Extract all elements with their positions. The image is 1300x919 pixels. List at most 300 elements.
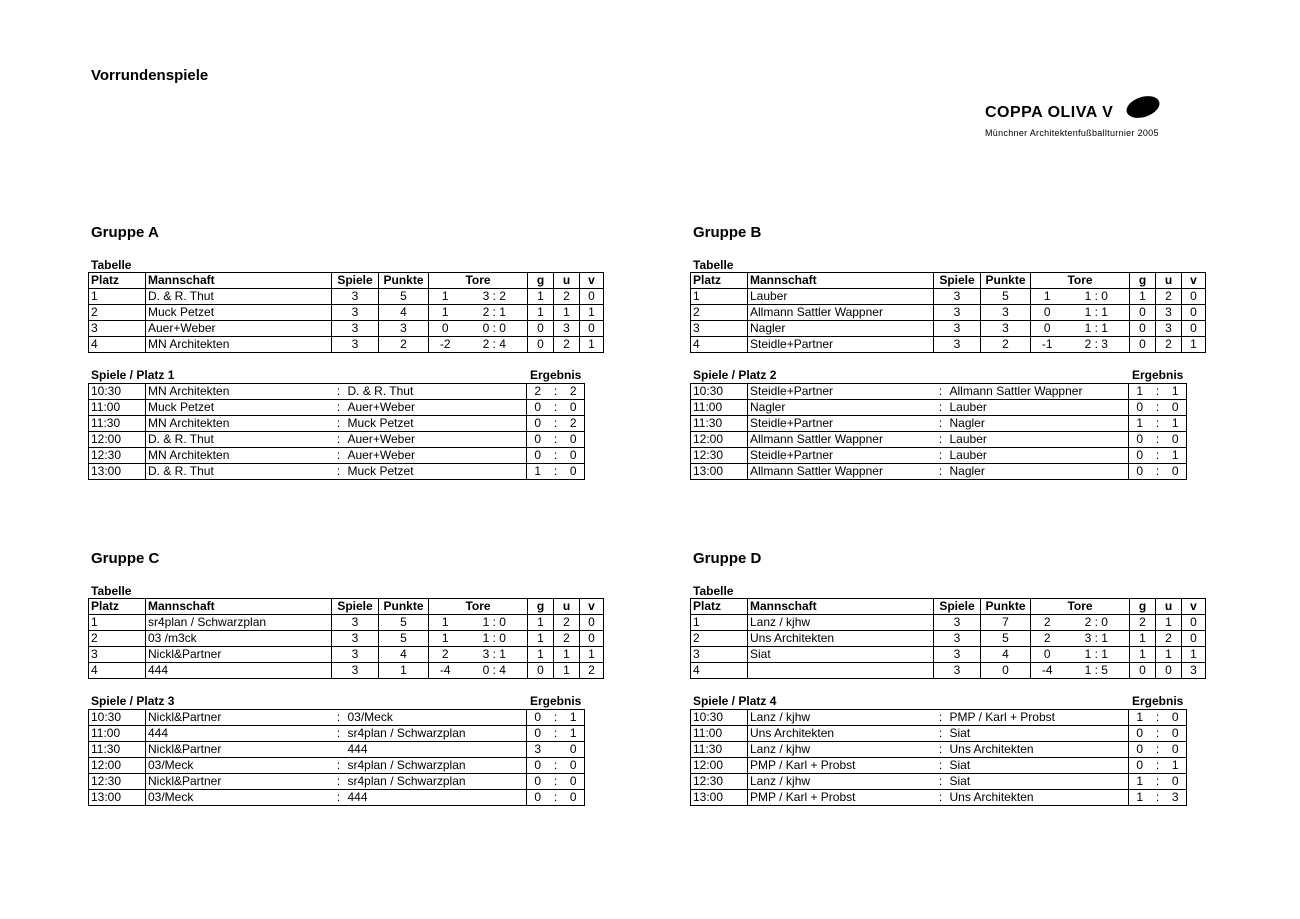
game-away-team: sr4plan / Schwarzplan — [346, 758, 527, 774]
game-home-score: 1 — [1129, 384, 1151, 400]
col-mannschaft: Mannschaft — [748, 599, 934, 615]
game-home-team: MN Architekten — [146, 384, 332, 400]
game-home-team: Nagler — [748, 400, 934, 416]
platz-cell: 2 — [89, 631, 146, 647]
ergebnis-label: Ergebnis — [1132, 368, 1184, 382]
game-vs-separator: : — [934, 416, 948, 432]
game-away-score: 0 — [1165, 726, 1187, 742]
game-home-team: 444 — [146, 726, 332, 742]
game-away-team: 444 — [346, 790, 527, 806]
game-away-score: 0 — [1165, 400, 1187, 416]
g-cell: 0 — [1130, 305, 1156, 321]
game-away-score: 2 — [563, 384, 585, 400]
tore-cell: 1 : 1 — [1064, 647, 1130, 663]
game-score-separator: : — [549, 758, 563, 774]
spiele-cell: 3 — [934, 631, 981, 647]
team-cell: MN Architekten — [146, 337, 332, 353]
game-away-team: PMP / Karl + Probst — [948, 710, 1129, 726]
tore-cell: 1 : 1 — [1064, 305, 1130, 321]
game-score-separator: : — [1151, 400, 1165, 416]
game-away-score: 0 — [563, 790, 585, 806]
game-away-score: 0 — [563, 464, 585, 480]
col-platz: Platz — [691, 599, 748, 615]
g-cell: 1 — [528, 289, 554, 305]
game-away-score: 0 — [1165, 742, 1187, 758]
game-away-team: Siat — [948, 774, 1129, 790]
games-title: Spiele / Platz 4 — [693, 694, 777, 708]
standings-row — [89, 305, 604, 321]
game-time: 11:30 — [89, 742, 146, 758]
game-home-score: 1 — [1129, 710, 1151, 726]
game-away-score: 3 — [1165, 790, 1187, 806]
games-table — [88, 709, 585, 806]
game-away-team: Siat — [948, 758, 1129, 774]
group-title: Gruppe D — [693, 550, 762, 567]
tore-cell: 3 : 1 — [1064, 631, 1130, 647]
game-home-team: MN Architekten — [146, 416, 332, 432]
game-vs-separator: : — [934, 448, 948, 464]
g-cell: 1 — [1130, 647, 1156, 663]
game-away-score: 0 — [1165, 432, 1187, 448]
v-cell: 1 — [580, 647, 604, 663]
game-time: 13:00 — [691, 790, 748, 806]
u-cell: 2 — [1156, 337, 1182, 353]
game-home-team: Allmann Sattler Wappner — [748, 464, 934, 480]
standings-header-row — [691, 599, 1206, 615]
game-vs-separator: : — [332, 400, 346, 416]
tabelle-label: Tabelle — [693, 258, 734, 272]
game-vs-separator: : — [332, 432, 346, 448]
v-cell: 0 — [580, 631, 604, 647]
standings-row — [89, 615, 604, 631]
col-g: g — [1130, 599, 1156, 615]
u-cell: 1 — [554, 305, 580, 321]
team-cell: 03 /m3ck — [146, 631, 332, 647]
game-home-score: 0 — [527, 726, 549, 742]
game-row — [89, 448, 585, 464]
game-row — [89, 742, 585, 758]
col-spiele: Spiele — [332, 273, 379, 289]
punkte-cell: 5 — [981, 631, 1031, 647]
game-away-team: sr4plan / Schwarzplan — [346, 774, 527, 790]
game-time: 12:30 — [691, 448, 748, 464]
games-title: Spiele / Platz 1 — [91, 368, 175, 382]
spiele-cell: 3 — [934, 663, 981, 679]
game-vs-separator: : — [934, 384, 948, 400]
group-title: Gruppe A — [91, 224, 159, 241]
game-away-score: 0 — [563, 774, 585, 790]
game-away-team: Lauber — [948, 400, 1129, 416]
u-cell: 2 — [1156, 289, 1182, 305]
game-home-score: 0 — [527, 790, 549, 806]
game-time: 12:00 — [691, 758, 748, 774]
game-score-separator: : — [1151, 774, 1165, 790]
game-row — [691, 416, 1187, 432]
game-score-separator: : — [549, 432, 563, 448]
tore-cell: 1 : 0 — [462, 615, 528, 631]
page-title: Vorrundenspiele — [91, 67, 209, 84]
game-away-score: 0 — [563, 400, 585, 416]
col-mannschaft: Mannschaft — [748, 273, 934, 289]
standings-row — [691, 615, 1206, 631]
g-cell: 0 — [1130, 663, 1156, 679]
g-cell: 1 — [528, 631, 554, 647]
platz-cell: 4 — [691, 663, 748, 679]
game-away-team: sr4plan / Schwarzplan — [346, 726, 527, 742]
game-vs-separator: : — [934, 774, 948, 790]
game-home-team: 03/Meck — [146, 758, 332, 774]
v-cell: 0 — [580, 321, 604, 337]
g-cell: 1 — [528, 305, 554, 321]
standings-row — [691, 631, 1206, 647]
standings-row — [89, 289, 604, 305]
game-away-team: Lauber — [948, 448, 1129, 464]
standings-table — [88, 598, 604, 679]
game-home-score: 0 — [1129, 464, 1151, 480]
game-home-team: PMP / Karl + Probst — [748, 758, 934, 774]
game-home-score: 0 — [527, 416, 549, 432]
game-home-score: 1 — [1129, 774, 1151, 790]
tore-cell: 3 : 1 — [462, 647, 528, 663]
spiele-cell: 3 — [332, 305, 379, 321]
punkte-cell: 1 — [379, 663, 429, 679]
platz-cell: 4 — [89, 663, 146, 679]
game-score-separator: : — [549, 448, 563, 464]
olive-icon — [1125, 94, 1161, 120]
game-score-separator: : — [549, 464, 563, 480]
game-score-separator: : — [1151, 758, 1165, 774]
standings-row — [89, 647, 604, 663]
game-home-score: 0 — [1129, 726, 1151, 742]
game-away-team: Muck Petzet — [346, 464, 527, 480]
col-u: u — [1156, 599, 1182, 615]
punkte-cell: 7 — [981, 615, 1031, 631]
game-home-score: 0 — [1129, 742, 1151, 758]
col-v: v — [580, 599, 604, 615]
col-tore: Tore — [1031, 599, 1130, 615]
u-cell: 2 — [1156, 631, 1182, 647]
game-row — [691, 726, 1187, 742]
col-mannschaft: Mannschaft — [146, 273, 332, 289]
standings-row — [691, 289, 1206, 305]
col-spiele: Spiele — [934, 273, 981, 289]
platz-cell: 3 — [691, 321, 748, 337]
game-time: 10:30 — [691, 384, 748, 400]
game-time: 13:00 — [89, 790, 146, 806]
standings-row — [89, 631, 604, 647]
game-row — [89, 464, 585, 480]
game-away-score: 0 — [563, 448, 585, 464]
game-home-score: 0 — [1129, 432, 1151, 448]
spiele-cell: 3 — [934, 289, 981, 305]
game-away-score: 0 — [1165, 710, 1187, 726]
standings-header-row — [89, 599, 604, 615]
game-away-score: 0 — [1165, 774, 1187, 790]
game-row — [691, 758, 1187, 774]
punkte-cell: 2 — [981, 337, 1031, 353]
game-home-score: 0 — [1129, 400, 1151, 416]
punkte-cell: 3 — [981, 305, 1031, 321]
team-cell: Lanz / kjhw — [748, 615, 934, 631]
col-u: u — [554, 273, 580, 289]
spiele-cell: 3 — [332, 647, 379, 663]
game-home-team: Steidle+Partner — [748, 416, 934, 432]
punkte-cell: 5 — [379, 631, 429, 647]
platz-cell: 4 — [89, 337, 146, 353]
tore-cell: 2 : 1 — [462, 305, 528, 321]
punkte-cell: 4 — [379, 305, 429, 321]
platz-cell: 2 — [89, 305, 146, 321]
game-home-team: 03/Meck — [146, 790, 332, 806]
game-away-team: Uns Architekten — [948, 790, 1129, 806]
v-cell: 1 — [580, 305, 604, 321]
punkte-cell: 3 — [379, 321, 429, 337]
spiele-cell: 3 — [934, 647, 981, 663]
punkte-cell: 5 — [379, 289, 429, 305]
game-score-separator: : — [549, 790, 563, 806]
game-vs-separator: : — [332, 774, 346, 790]
u-cell: 0 — [1156, 663, 1182, 679]
game-row — [89, 758, 585, 774]
g-cell: 2 — [1130, 615, 1156, 631]
u-cell: 2 — [554, 631, 580, 647]
tordifferenz-cell: 1 — [429, 615, 462, 631]
game-away-score: 1 — [1165, 448, 1187, 464]
tordifferenz-cell: -2 — [429, 337, 462, 353]
game-home-team: Uns Architekten — [748, 726, 934, 742]
game-score-separator: : — [549, 710, 563, 726]
game-vs-separator: : — [934, 464, 948, 480]
u-cell: 2 — [554, 337, 580, 353]
group-title: Gruppe B — [693, 224, 762, 241]
ergebnis-label: Ergebnis — [1132, 694, 1184, 708]
group-title: Gruppe C — [91, 550, 160, 567]
game-row — [89, 790, 585, 806]
game-row — [89, 774, 585, 790]
punkte-cell: 4 — [379, 647, 429, 663]
team-cell: Siat — [748, 647, 934, 663]
tore-cell: 2 : 0 — [1064, 615, 1130, 631]
spiele-cell: 3 — [332, 337, 379, 353]
game-row — [89, 400, 585, 416]
game-row — [691, 432, 1187, 448]
spiele-cell: 3 — [332, 615, 379, 631]
game-home-team: D. & R. Thut — [146, 432, 332, 448]
col-punkte: Punkte — [379, 273, 429, 289]
g-cell: 0 — [1130, 337, 1156, 353]
u-cell: 3 — [1156, 321, 1182, 337]
game-home-score: 0 — [1129, 448, 1151, 464]
game-vs-separator: : — [332, 384, 346, 400]
platz-cell: 1 — [691, 615, 748, 631]
game-time: 11:00 — [89, 726, 146, 742]
u-cell: 2 — [554, 289, 580, 305]
game-row — [691, 464, 1187, 480]
col-spiele: Spiele — [934, 599, 981, 615]
game-away-team: Uns Architekten — [948, 742, 1129, 758]
tabelle-label: Tabelle — [91, 584, 132, 598]
games-title: Spiele / Platz 3 — [91, 694, 175, 708]
tordifferenz-cell: -4 — [429, 663, 462, 679]
game-home-team: Steidle+Partner — [748, 384, 934, 400]
game-home-team: D. & R. Thut — [146, 464, 332, 480]
game-time: 11:00 — [89, 400, 146, 416]
col-mannschaft: Mannschaft — [146, 599, 332, 615]
tordifferenz-cell: 2 — [1031, 631, 1064, 647]
tore-cell: 0 : 0 — [462, 321, 528, 337]
game-vs-separator: : — [934, 432, 948, 448]
game-away-score: 2 — [563, 416, 585, 432]
spiele-cell: 3 — [332, 321, 379, 337]
game-row — [89, 416, 585, 432]
u-cell: 1 — [554, 647, 580, 663]
game-time: 11:30 — [691, 742, 748, 758]
standings-row — [691, 647, 1206, 663]
game-row — [89, 710, 585, 726]
game-score-separator: : — [549, 384, 563, 400]
standings-header-row — [691, 273, 1206, 289]
team-cell: Muck Petzet — [146, 305, 332, 321]
col-v: v — [1182, 273, 1206, 289]
standings-row — [89, 663, 604, 679]
game-vs-separator: : — [934, 710, 948, 726]
spiele-cell: 3 — [934, 337, 981, 353]
col-platz: Platz — [691, 273, 748, 289]
col-u: u — [554, 599, 580, 615]
game-row — [691, 448, 1187, 464]
game-away-score: 1 — [1165, 384, 1187, 400]
u-cell: 1 — [554, 663, 580, 679]
games-table — [690, 383, 1187, 480]
tore-cell: 1 : 0 — [1064, 289, 1130, 305]
game-home-score: 0 — [527, 400, 549, 416]
col-platz: Platz — [89, 273, 146, 289]
tordifferenz-cell: 1 — [429, 289, 462, 305]
game-time: 13:00 — [89, 464, 146, 480]
game-home-score: 0 — [527, 758, 549, 774]
tore-cell: 1 : 1 — [1064, 321, 1130, 337]
spiele-cell: 3 — [934, 321, 981, 337]
col-tore: Tore — [429, 273, 528, 289]
game-away-team: Muck Petzet — [346, 416, 527, 432]
punkte-cell: 3 — [981, 321, 1031, 337]
team-cell: 444 — [146, 663, 332, 679]
game-vs-separator: : — [934, 742, 948, 758]
game-vs-separator — [332, 742, 346, 758]
ergebnis-label: Ergebnis — [530, 694, 582, 708]
tabelle-label: Tabelle — [91, 258, 132, 272]
game-vs-separator: : — [332, 726, 346, 742]
standings-row — [691, 321, 1206, 337]
game-vs-separator: : — [332, 416, 346, 432]
game-row — [691, 400, 1187, 416]
u-cell: 2 — [554, 615, 580, 631]
game-time: 12:30 — [691, 774, 748, 790]
game-away-score: 0 — [563, 758, 585, 774]
game-away-team: D. & R. Thut — [346, 384, 527, 400]
game-time: 12:00 — [691, 432, 748, 448]
game-home-score: 0 — [527, 774, 549, 790]
game-home-team: Steidle+Partner — [748, 448, 934, 464]
tore-cell: 2 : 3 — [1064, 337, 1130, 353]
tabelle-label: Tabelle — [693, 584, 734, 598]
spiele-cell: 3 — [934, 615, 981, 631]
game-vs-separator: : — [332, 790, 346, 806]
u-cell: 3 — [1156, 305, 1182, 321]
punkte-cell: 4 — [981, 647, 1031, 663]
game-score-separator: : — [1151, 726, 1165, 742]
v-cell: 1 — [1182, 337, 1206, 353]
game-home-score: 0 — [527, 448, 549, 464]
tore-cell: 1 : 5 — [1064, 663, 1130, 679]
g-cell: 0 — [528, 321, 554, 337]
team-cell: sr4plan / Schwarzplan — [146, 615, 332, 631]
tordifferenz-cell: 1 — [429, 305, 462, 321]
game-away-team: Auer+Weber — [346, 448, 527, 464]
game-vs-separator: : — [934, 726, 948, 742]
game-score-separator: : — [1151, 432, 1165, 448]
game-score-separator: : — [1151, 384, 1165, 400]
game-away-score: 0 — [563, 432, 585, 448]
game-home-team: Nickl&Partner — [146, 742, 332, 758]
spiele-cell: 3 — [332, 289, 379, 305]
game-time: 12:30 — [89, 774, 146, 790]
game-home-score: 0 — [1129, 758, 1151, 774]
game-score-separator: : — [549, 774, 563, 790]
v-cell: 0 — [1182, 321, 1206, 337]
standings-row — [691, 337, 1206, 353]
game-time: 10:30 — [691, 710, 748, 726]
game-row — [89, 726, 585, 742]
game-score-separator: : — [549, 400, 563, 416]
team-cell: Auer+Weber — [146, 321, 332, 337]
game-vs-separator: : — [332, 448, 346, 464]
platz-cell: 1 — [89, 289, 146, 305]
col-v: v — [1182, 599, 1206, 615]
tore-cell: 1 : 0 — [462, 631, 528, 647]
team-cell: D. & R. Thut — [146, 289, 332, 305]
team-cell: Nickl&Partner — [146, 647, 332, 663]
game-time: 10:30 — [89, 710, 146, 726]
game-away-score: 0 — [1165, 464, 1187, 480]
platz-cell: 1 — [89, 615, 146, 631]
u-cell: 1 — [1156, 615, 1182, 631]
v-cell: 0 — [1182, 305, 1206, 321]
game-time: 11:30 — [691, 416, 748, 432]
game-score-separator: : — [1151, 448, 1165, 464]
game-row — [89, 384, 585, 400]
game-score-separator — [549, 742, 563, 758]
game-home-team: Nickl&Partner — [146, 710, 332, 726]
game-away-score: 1 — [1165, 758, 1187, 774]
g-cell: 0 — [1130, 321, 1156, 337]
game-vs-separator: : — [934, 758, 948, 774]
col-spiele: Spiele — [332, 599, 379, 615]
spiele-cell: 3 — [332, 663, 379, 679]
logo-subtitle: Münchner Architektenfußballturnier 2005 — [985, 128, 1159, 138]
game-home-score: 0 — [527, 432, 549, 448]
game-vs-separator: : — [332, 758, 346, 774]
game-home-score: 2 — [527, 384, 549, 400]
game-vs-separator: : — [934, 790, 948, 806]
standings-table — [88, 272, 604, 353]
tordifferenz-cell: 0 — [1031, 321, 1064, 337]
game-away-score: 1 — [1165, 416, 1187, 432]
game-home-score: 1 — [527, 464, 549, 480]
team-cell: Uns Architekten — [748, 631, 934, 647]
standings-table — [690, 272, 1206, 353]
game-home-team: Lanz / kjhw — [748, 742, 934, 758]
